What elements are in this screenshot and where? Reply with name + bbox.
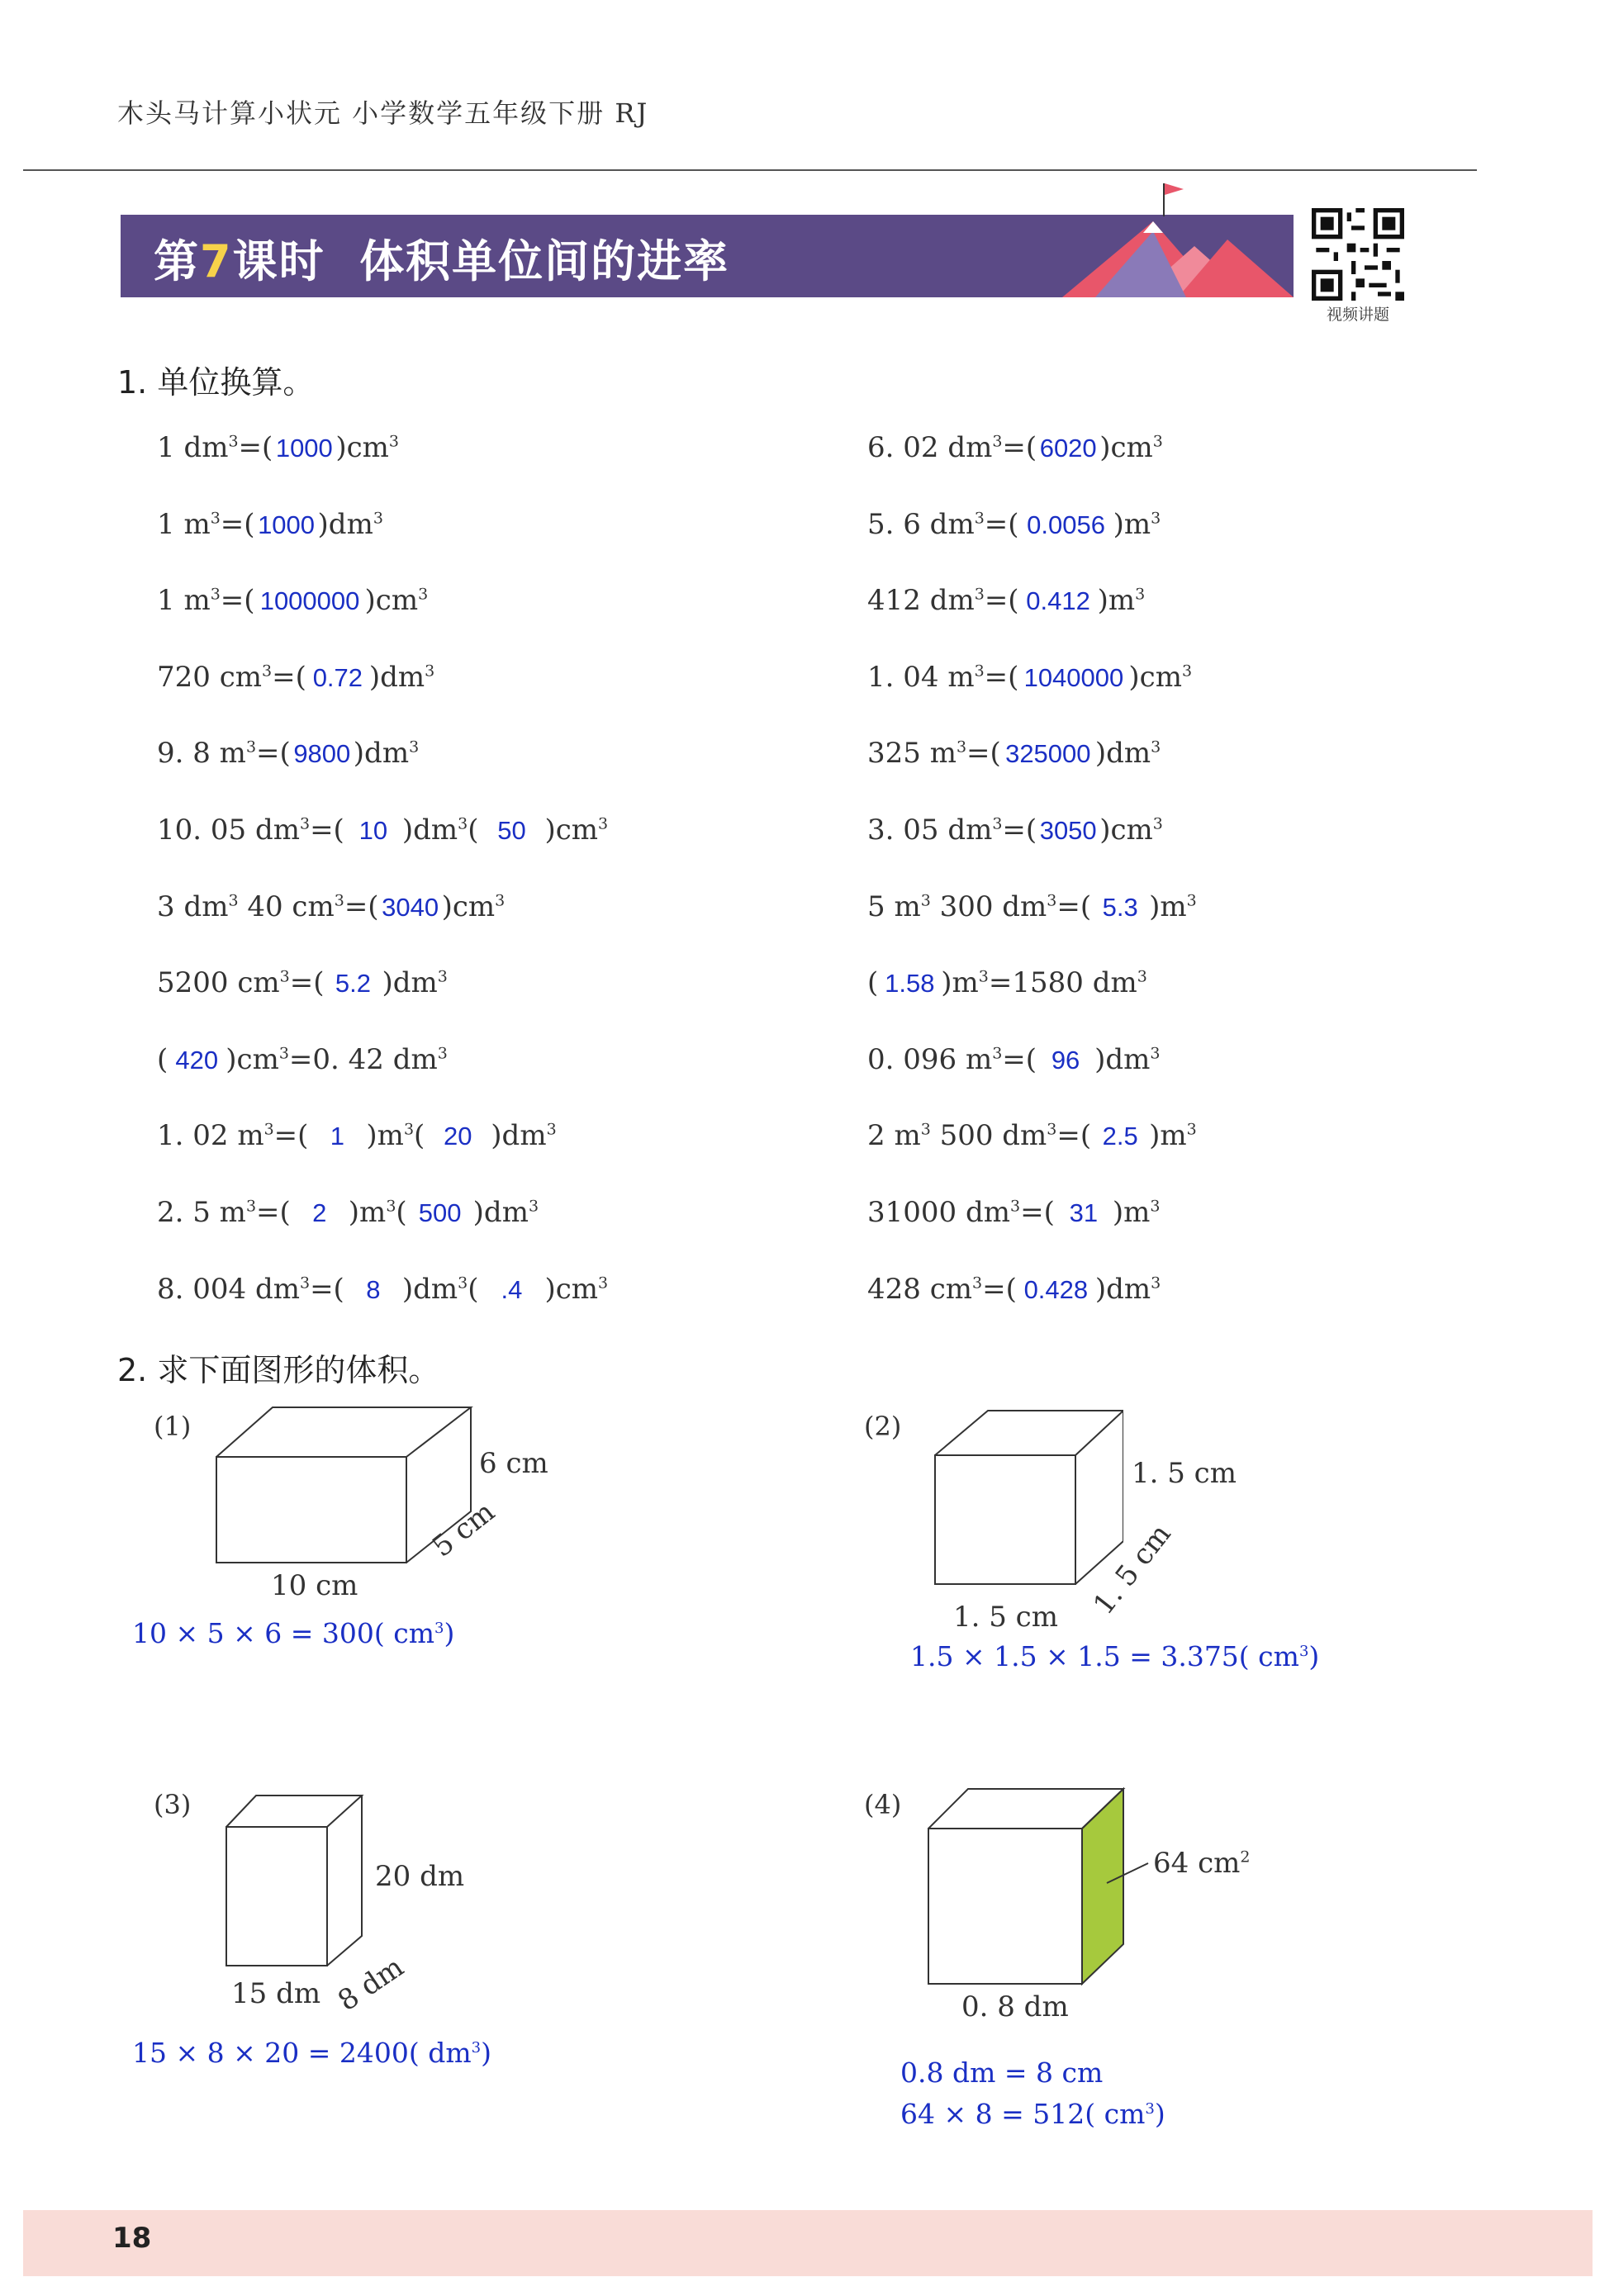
- equation-text: 5200 cm: [157, 966, 280, 1000]
- equation-text: 720 cm: [157, 660, 262, 694]
- answer-value: 20: [444, 1122, 472, 1151]
- equation-text: )dm: [317, 507, 373, 541]
- equation-text: =(: [1002, 814, 1037, 847]
- equation-text: (: [396, 1196, 407, 1229]
- equation-text: )dm: [382, 966, 438, 1000]
- conversion-row: ( 420 )$cm^3=0$. 42 $dm^3$: [157, 1042, 448, 1076]
- equation-text: 428 cm: [867, 1272, 972, 1306]
- answer-value: 1: [330, 1122, 345, 1151]
- answer-value: 3050: [1039, 816, 1097, 845]
- equation-text: 31000 dm: [867, 1196, 1010, 1229]
- equation-text: 8. 004 dm: [157, 1272, 300, 1306]
- conversion-row: 0. 096 $m^3=$( 96 )$dm^3$: [867, 1042, 1161, 1076]
- figure-4-width: 0. 8 dm: [961, 1990, 1069, 2023]
- conversion-row: 428 $cm^3=$( 0.428 )$dm^3$: [867, 1272, 1161, 1306]
- conversion-row: 5. 6 $dm^3=$( 0.0056 )$m^3$: [867, 507, 1161, 541]
- lesson-suffix: 课时: [232, 235, 325, 287]
- equation-text: )m: [348, 1196, 387, 1229]
- conversion-row: 3 $dm^3$ 40 $cm^3=$( 3040 )$cm^3$: [157, 889, 506, 923]
- equation-text: =(: [273, 1119, 309, 1153]
- qr-label: 视频讲题: [1326, 306, 1389, 324]
- equation-text: )cm: [1128, 660, 1182, 694]
- answer-value: 2: [312, 1198, 327, 1227]
- conversion-row: 325 $m^3=$( 325000 )$dm^3$: [867, 737, 1161, 771]
- figure-3-height: 20 dm: [375, 1860, 465, 1893]
- equation-text: =(: [1056, 889, 1092, 923]
- conversion-row: 1 $m^3=$( 1000 )$dm^3$: [157, 507, 383, 541]
- equation-text: )dm: [353, 737, 410, 771]
- equation-text: )dm: [401, 814, 458, 847]
- equation-text: )m: [941, 966, 979, 1000]
- equation-text: =(: [289, 966, 325, 1000]
- equation-text: 1. 02 m: [157, 1119, 264, 1153]
- equation-text: )m: [1113, 507, 1151, 541]
- conversion-row: ( 1.58 )$m^3=1580$ $dm^3$: [867, 966, 1147, 1000]
- equation-text: =(: [238, 431, 273, 464]
- equation-text: )dm: [1094, 737, 1151, 771]
- figure-4-face-area: 64 $cm^2$: [1153, 1847, 1251, 1880]
- equation-text: =1580 dm: [988, 966, 1137, 1000]
- equation-text: 1 dm: [157, 431, 229, 464]
- equation-text: )dm: [491, 1119, 547, 1153]
- question-1-title: 1. 单位换算。: [117, 364, 315, 401]
- conversion-row: 1. 04 $m^3=$( 1040000 )$cm^3$: [867, 660, 1193, 694]
- figure-2-label: (2): [864, 1411, 902, 1442]
- lesson-banner: [121, 215, 1294, 297]
- figure-1-depth: 5 cm: [426, 1495, 501, 1564]
- equation-text: =(: [344, 889, 379, 923]
- figure-1-height: 6 cm: [479, 1447, 548, 1480]
- answer-value: 325000: [1005, 739, 1091, 769]
- conversion-row: 9. 8 $m^3=$( 9800 )$dm^3$: [157, 737, 420, 771]
- equation-text: )dm: [368, 660, 425, 694]
- question-2-title: 2. 求下面图形的体积。: [117, 1352, 440, 1388]
- answer-value: 500: [418, 1198, 462, 1227]
- equation-text: )cm: [1099, 431, 1153, 464]
- figure-1-width: 10 cm: [271, 1569, 358, 1602]
- equation-text: =(: [256, 1196, 291, 1229]
- answer-value: 1000: [258, 510, 316, 539]
- equation-text: 325 m: [867, 737, 957, 771]
- answer-value: 1.58: [885, 969, 935, 999]
- answer-value: 5.3: [1102, 892, 1138, 922]
- figure-3-label: (3): [154, 1789, 192, 1820]
- answer-value: 31: [1069, 1198, 1099, 1227]
- figure-4-label: (4): [864, 1789, 902, 1820]
- answer-value: 1000000: [259, 586, 360, 616]
- answer-value: 5.2: [335, 969, 372, 999]
- equation-text: )m: [366, 1119, 404, 1153]
- conversion-row: 10. 05 $dm^3=$( 10 )$dm^3$( 50 )$cm^3$: [157, 814, 609, 847]
- header-divider: [23, 169, 1477, 171]
- equation-text: =(: [1020, 1196, 1055, 1229]
- equation-text: 40 cm: [238, 889, 335, 923]
- answer-value: 420: [175, 1045, 219, 1074]
- equation-text: 9. 8 m: [157, 737, 246, 771]
- figure-3-answer: 15 × 8 × 20 = 2400( $dm^3$): [132, 2037, 491, 2069]
- equation-text: )cm: [225, 1042, 279, 1076]
- equation-text: )cm: [364, 584, 419, 618]
- answer-value: 0.428: [1023, 1274, 1089, 1304]
- equation-text: =(: [310, 1272, 344, 1306]
- conversion-row: 2. 5 $m^3=$( 2 )$m^3$( 500 )$dm^3$: [157, 1196, 539, 1229]
- conversion-row: 1 $dm^3=$( 1000 )$cm^3$: [157, 431, 399, 464]
- equation-text: 0. 096 m: [867, 1042, 993, 1076]
- figure-1-label: (1): [154, 1411, 192, 1442]
- equation-text: 2. 5 m: [157, 1196, 246, 1229]
- figure-4-answer: 64 × 8 = 512( $cm^3$): [900, 2098, 1165, 2130]
- equation-text: )cm: [441, 889, 496, 923]
- equation-text: )m: [1149, 889, 1187, 923]
- equation-text: 1 m: [157, 507, 211, 541]
- equation-text: 5 m: [867, 889, 921, 923]
- answer-value: 1040000: [1023, 662, 1124, 692]
- conversion-row: 720 $cm^3=$( 0.72 )$dm^3$: [157, 660, 435, 694]
- equation-text: )cm: [1099, 814, 1153, 847]
- answer-value: 96: [1051, 1045, 1080, 1074]
- qr-code-icon[interactable]: [1312, 208, 1404, 301]
- equation-text: (: [468, 1272, 479, 1306]
- equation-text: =0. 42 dm: [288, 1042, 438, 1076]
- answer-value: 0.0056: [1027, 510, 1105, 539]
- conversion-row: 1. 02 $m^3=$( 1 )$m^3$( 20 )$dm^3$: [157, 1119, 557, 1153]
- lesson-title: [154, 226, 729, 290]
- equation-text: =(: [966, 737, 1001, 771]
- answer-value: 1000: [275, 434, 333, 463]
- answer-value: 50: [497, 816, 526, 845]
- flag-icon: [1161, 180, 1187, 218]
- page-number: 18: [112, 2222, 152, 2255]
- figure-2-width: 1. 5 cm: [953, 1601, 1058, 1634]
- equation-text: =(: [220, 584, 255, 618]
- equation-text: )dm: [1094, 1042, 1151, 1076]
- equation-text: 10. 05 dm: [157, 814, 300, 847]
- answer-value: 2.5: [1102, 1122, 1138, 1151]
- equation-text: (: [867, 966, 879, 1000]
- equation-text: (: [468, 814, 479, 847]
- figure-2-depth: 1. 5 cm: [1087, 1517, 1178, 1621]
- equation-text: 300 dm: [930, 889, 1047, 923]
- equation-text: 3. 05 dm: [867, 814, 993, 847]
- answer-value: .4: [501, 1274, 523, 1304]
- equation-text: )dm: [1094, 1272, 1151, 1306]
- equation-text: =(: [1002, 431, 1037, 464]
- lesson-number: 7: [200, 235, 233, 287]
- equation-text: )dm: [472, 1196, 529, 1229]
- answer-value: 10: [358, 816, 388, 845]
- figure-4-conversion: 0.8 dm = 8 cm: [900, 2056, 1104, 2089]
- answer-value: 6020: [1039, 434, 1097, 463]
- equation-text: 412 dm: [867, 584, 975, 618]
- conversion-row: 5 $m^3$ 300 $dm^3=$( 5.3 )$m^3$: [867, 889, 1197, 923]
- equation-text: =(: [220, 507, 255, 541]
- equation-text: (: [157, 1042, 169, 1076]
- lesson-prefix: 第: [154, 235, 200, 287]
- answer-value: 0.412: [1026, 586, 1090, 616]
- equation-text: =(: [982, 1272, 1017, 1306]
- equation-text: 1. 04 m: [867, 660, 975, 694]
- equation-text: )dm: [401, 1272, 458, 1306]
- conversion-row: 1 $m^3=$( 1000000 )$cm^3$: [157, 584, 429, 618]
- answer-value: 3040: [382, 892, 439, 922]
- conversion-row: 31000 $dm^3=$( 31 )$m^3$: [867, 1196, 1161, 1229]
- figure-3-cuboid: [216, 1791, 382, 1972]
- equation-text: 2 m: [867, 1119, 921, 1153]
- equation-text: =(: [984, 584, 1019, 618]
- conversion-row: 3. 05 $dm^3=$( 3050 )$cm^3$: [867, 814, 1163, 847]
- equation-text: 5. 6 dm: [867, 507, 975, 541]
- conversion-row: 8. 004 $dm^3=$( 8 )$dm^3$( .4 )$cm^3$: [157, 1272, 609, 1306]
- equation-text: )cm: [335, 431, 389, 464]
- conversion-row: 2 $m^3$ 500 $dm^3=$( 2.5 )$m^3$: [867, 1119, 1197, 1153]
- answer-value: 0.72: [312, 662, 363, 692]
- figure-2-height: 1. 5 cm: [1132, 1457, 1237, 1490]
- figure-1-answer: 10 × 5 × 6 = 300( $cm^3$): [132, 1617, 455, 1649]
- equation-text: =(: [1002, 1042, 1037, 1076]
- book-header: 木头马计算小状元 小学数学五年级下册 RJ: [117, 97, 649, 129]
- equation-text: )cm: [544, 814, 599, 847]
- figure-2-answer: 1.5 × 1.5 × 1.5 = 3.375( $cm^3$): [910, 1640, 1320, 1672]
- equation-text: =(: [984, 507, 1019, 541]
- conversion-row: 5200 $cm^3=$( 5.2 )$dm^3$: [157, 966, 448, 1000]
- equation-text: =(: [984, 660, 1019, 694]
- answer-value: 8: [366, 1274, 381, 1304]
- footer-band: [23, 2210, 1593, 2276]
- figure-3-depth: 8 dm: [332, 1950, 411, 2018]
- equation-text: 6. 02 dm: [867, 431, 993, 464]
- equation-text: )m: [1112, 1196, 1151, 1229]
- figure-3-width: 15 dm: [231, 1977, 321, 2010]
- equation-text: 1 m: [157, 584, 211, 618]
- lesson-topic: 体积单位间的进率: [359, 235, 730, 287]
- equation-text: =(: [256, 737, 291, 771]
- equation-text: =(: [272, 660, 306, 694]
- equation-text: )cm: [544, 1272, 599, 1306]
- equation-text: )m: [1097, 584, 1136, 618]
- conversion-row: 6. 02 $dm^3=$( 6020 )$cm^3$: [867, 431, 1163, 464]
- equation-text: (: [414, 1119, 425, 1153]
- conversion-row: 412 $dm^3=$( 0.412 )$m^3$: [867, 584, 1146, 618]
- figure-4-cube: [919, 1782, 1232, 1997]
- equation-text: =(: [1056, 1119, 1092, 1153]
- answer-value: 9800: [293, 739, 351, 769]
- figure-2-cube: [925, 1402, 1123, 1592]
- equation-text: 3 dm: [157, 889, 229, 923]
- equation-text: 500 dm: [930, 1119, 1047, 1153]
- equation-text: )m: [1149, 1119, 1187, 1153]
- equation-text: =(: [310, 814, 344, 847]
